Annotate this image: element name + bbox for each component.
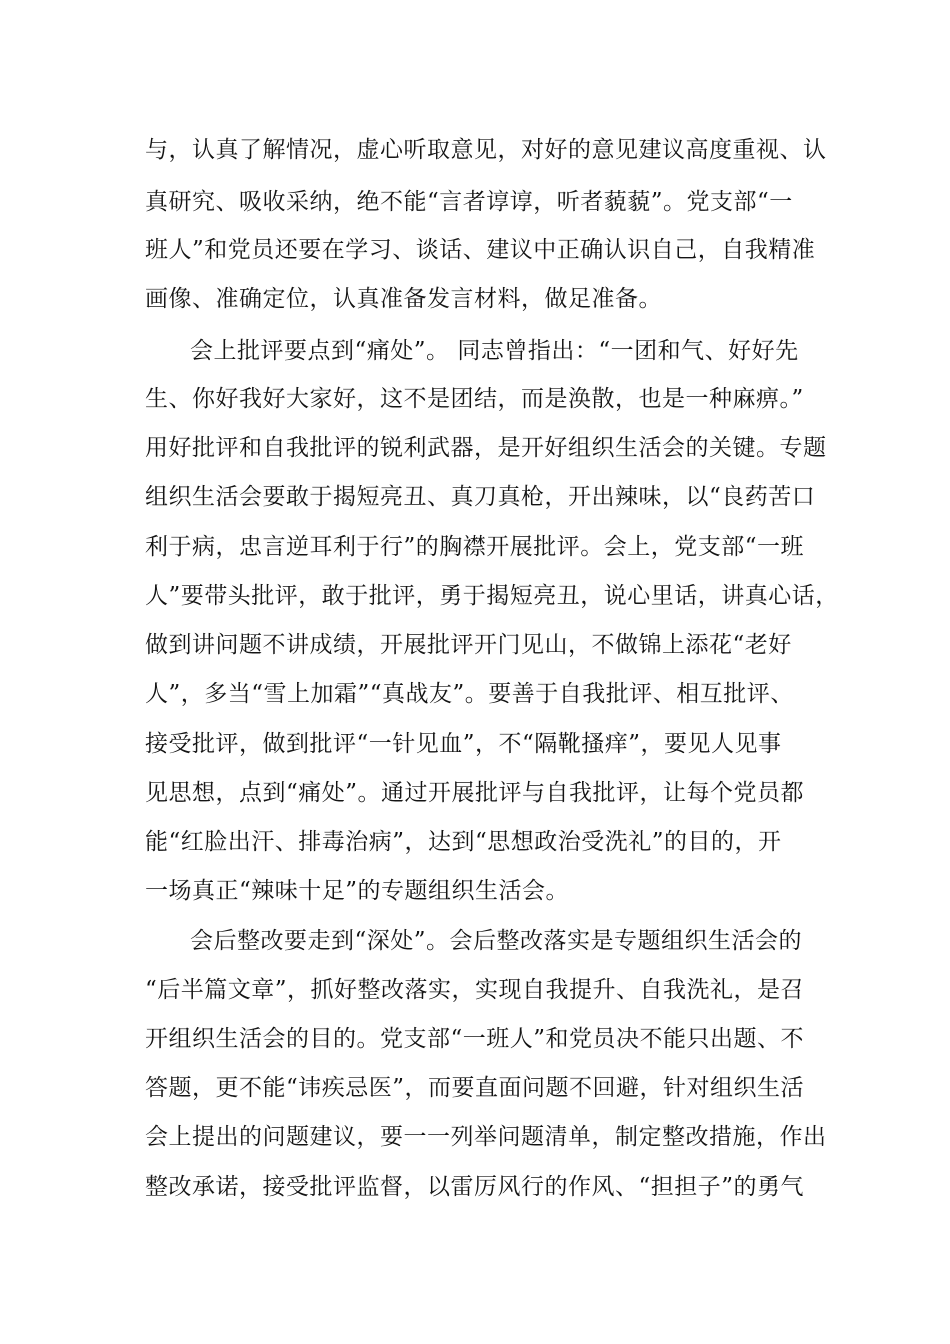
body-text-line: 人”，多当“雪上加霜”“真战友”。要善于自我批评、相互批评、	[145, 681, 794, 707]
body-text-line: 开组织生活会的目的。党支部“一班人”和党员决不能只出题、不	[145, 1026, 805, 1052]
body-text-line: 生、你好我好大家好，这不是团结，而是涣散，也是一种麻痹。”	[145, 386, 804, 412]
body-text-line: 组织生活会要敢于揭短亮丑、真刀真枪，开出辣味，以“良药苦口	[145, 484, 816, 510]
body-text-line: 答题，更不能“讳疾忌医”，而要直面问题不回避，针对组织生活	[145, 1075, 805, 1101]
body-text-line: 见思想，点到“痛处”。通过开展批评与自我批评，让每个党员都	[145, 780, 805, 806]
body-text-line: 接受批评，做到批评“一针见血”，不“隔靴搔痒”，要见人见事	[145, 731, 782, 757]
body-text-line: 真研究、吸收采纳，绝不能“言者谆谆，听者藐藐”。党支部“一	[145, 189, 793, 215]
paragraph-start-line: 会上批评要点到“痛处”。 同志曾指出：“一团和气、好好先	[190, 338, 799, 364]
body-text-line: 利于病，忠言逆耳利于行”的胸襟开展批评。会上，党支部“一班	[145, 534, 805, 560]
body-text-line: 整改承诺，接受批评监督，以雷厉风行的作风、“担担子”的勇气	[145, 1174, 805, 1200]
body-text-line: 会上提出的问题建议，要一一列举问题清单，制定整改措施，作出	[145, 1124, 827, 1150]
body-text-line: 能“红脸出汗、排毒治病”，达到“思想政治受洗礼”的目的，开	[145, 829, 782, 855]
body-text-line: 用好批评和自我批评的锐利武器，是开好组织生活会的关键。专题	[145, 435, 827, 461]
body-text-line: 班人”和党员还要在学习、谈话、建议中正确认识自己，自我精准	[145, 237, 816, 263]
body-text-line: 做到讲问题不讲成绩，开展批评开门见山，不做锦上添花“老好	[145, 632, 792, 658]
body-text-line: 人”要带头批评，敢于批评，勇于揭短亮丑，说心里话，讲真心话，	[145, 583, 839, 609]
body-text-line: 与，认真了解情况，虚心听取意见，对好的意见建议高度重视、认	[145, 137, 827, 163]
body-text-line: “后半篇文章”，抓好整改落实，实现自我提升、自我洗礼，是召	[145, 977, 805, 1003]
body-text-line: 一场真正“辣味十足”的专题组织生活会。	[145, 878, 570, 904]
body-text-line: 画像、准确定位，认真准备发言材料，做足准备。	[145, 286, 662, 312]
paragraph-start-line: 会后整改要走到“深处”。会后整改落实是专题组织生活会的	[190, 928, 803, 954]
